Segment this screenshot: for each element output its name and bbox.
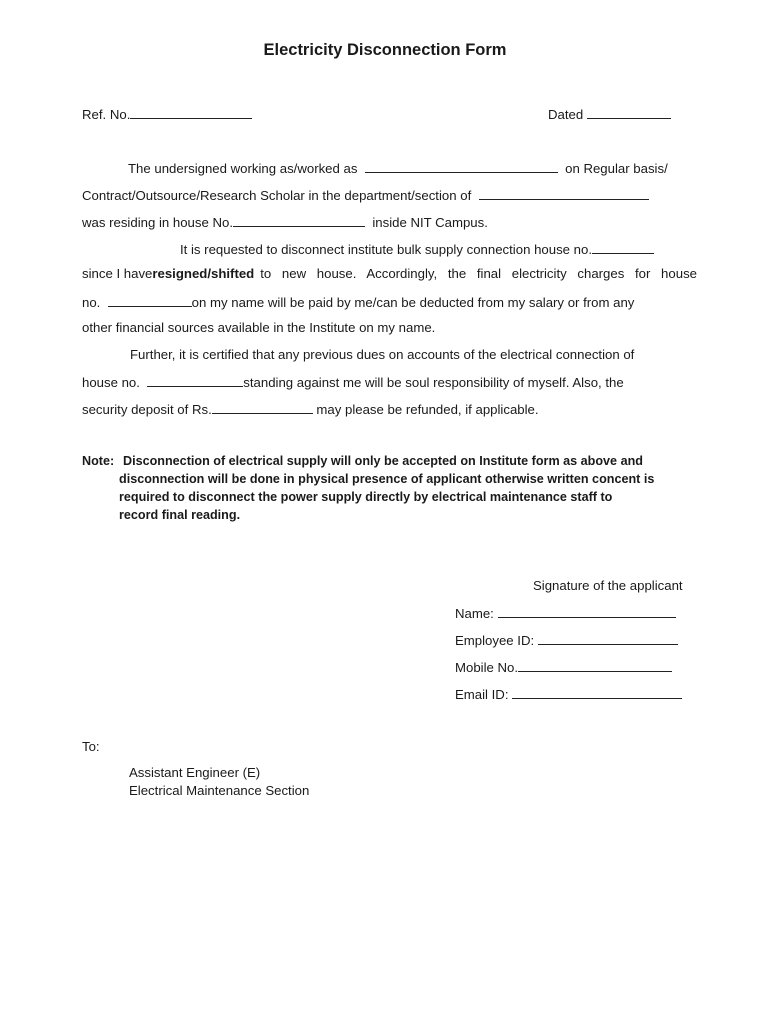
para2-text: It is requested to disconnect institute bulk supply connection house no. [180, 242, 592, 257]
employee-id-blank[interactable] [538, 631, 678, 645]
email-blank[interactable] [512, 685, 682, 699]
note-block [82, 452, 697, 524]
page-title: Electricity Disconnection Form [263, 41, 507, 59]
to-label: To: [82, 739, 100, 754]
para2-text: since I have [82, 266, 153, 281]
mobile-blank[interactable] [518, 658, 672, 672]
employee-id-field [455, 631, 678, 648]
name-field [455, 604, 676, 621]
department-blank[interactable] [479, 186, 649, 200]
note-line2: disconnection will be done in physical presence of applicant otherwise written concent is [119, 472, 655, 486]
designation-blank[interactable] [365, 159, 558, 173]
to-line2: Electrical Maintenance Section [129, 783, 310, 798]
resigned-shifted-text: resigned/shifted [152, 266, 255, 281]
para1-text: inside NIT Campus. [372, 215, 488, 230]
dated-blank[interactable] [587, 105, 671, 119]
para3-line3 [82, 400, 539, 417]
para2-text: to new house. Accordingly, the final electricity charges for house [260, 266, 697, 281]
para1-line1 [128, 159, 668, 176]
dated-field [548, 105, 671, 122]
para2-line1 [180, 240, 654, 257]
final-house-no-blank[interactable] [108, 293, 192, 307]
para1-line2 [82, 186, 649, 203]
connection-house-no-blank[interactable] [592, 240, 654, 254]
para1-text: The undersigned working as/worked as [128, 161, 358, 176]
para1-text: was residing in house No. [82, 215, 234, 230]
note-line1: Disconnection of electrical supply will only be accepted on Institute form as above and [123, 454, 643, 468]
dues-house-no-blank[interactable] [147, 373, 243, 387]
name-label: Name: [455, 606, 494, 621]
para2-line2 [82, 266, 697, 281]
email-label: Email ID: [455, 687, 509, 702]
para1-line3 [82, 213, 488, 230]
note-line3: required to disconnect the power supply directly by electrical maintenance staff to [119, 490, 613, 504]
note-line4: record final reading. [119, 508, 241, 522]
signature-heading: Signature of the applicant [533, 578, 683, 593]
ref-no-label: Ref. No. [82, 107, 131, 122]
para3-text: standing against me will be soul responsibility of myself. Also, the [243, 375, 624, 390]
mobile-label: Mobile No. [455, 660, 519, 675]
para3-text: may please be refunded, if applicable. [316, 402, 539, 417]
para2-text: on my name will be paid by me/can be deducted from my salary or from any [191, 295, 635, 310]
para2-line4 [82, 320, 435, 335]
para3-line1 [130, 347, 634, 362]
para1-text: on Regular basis/ [565, 161, 668, 176]
name-blank[interactable] [498, 604, 676, 618]
email-field [455, 685, 682, 702]
ref-no-blank[interactable] [130, 105, 252, 119]
para1-text: Contract/Outsource/Research Scholar in the department/section of [82, 188, 472, 203]
para3-text: security deposit of Rs. [82, 402, 212, 417]
para3-line2 [82, 373, 697, 390]
dated-label: Dated [548, 107, 584, 122]
note-label: Note: [82, 454, 115, 468]
para3-text: house no. [82, 375, 140, 390]
para2-line3 [82, 293, 697, 310]
to-line1: Assistant Engineer (E) [129, 765, 261, 780]
para2-text: other financial sources available in the Institute on my name. [82, 320, 436, 335]
ref-no-field [82, 105, 252, 122]
para3-text: Further, it is certified that any previous dues on accounts of the electrical connection of [130, 347, 635, 362]
para2-text: no. [82, 295, 101, 310]
security-deposit-blank[interactable] [212, 400, 313, 414]
employee-id-label: Employee ID: [455, 633, 535, 648]
mobile-field [455, 658, 672, 675]
house-no-blank[interactable] [233, 213, 365, 227]
